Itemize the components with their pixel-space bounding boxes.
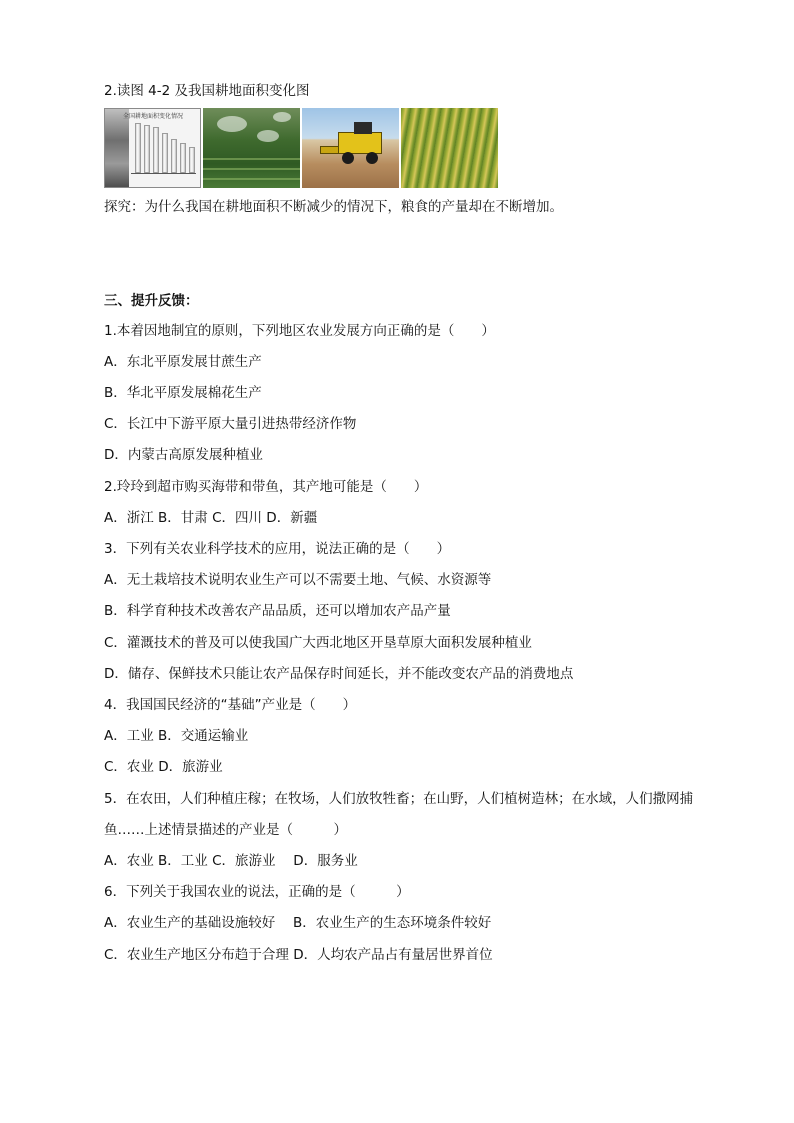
option-line: A．工业 B．交通运输业 — [104, 728, 249, 744]
rice-paddy-photo — [401, 108, 498, 188]
chart-image-title: 全国耕地面积变化情况 — [123, 113, 184, 120]
option-line: A．无土栽培技术说明农业生产可以不需要土地、气候、水资源等 — [104, 572, 492, 588]
combine-harvester-photo — [302, 108, 399, 188]
explore-question: 探究：为什么我国在耕地面积不断减少的情况下，粮食的产量却在不断增加。 — [104, 199, 563, 215]
reading-prompt: 2.读图 4-2 及我国耕地面积变化图 — [104, 83, 310, 99]
option-line: A．浙江 B．甘肃 C．四川 D．新疆 — [104, 510, 318, 526]
sprinkler-irrigation-photo — [203, 108, 300, 188]
option-line: C．农业生产地区分布趋于合理 D．人均农产品占有量居世界首位 — [104, 947, 493, 963]
option-line: B．华北平原发展棉花生产 — [104, 385, 262, 401]
option-line: C．农业 D．旅游业 — [104, 759, 223, 775]
option-line: D．储存、保鲜技术只能让农产品保存时间延长，并不能改变农产品的消费地点 — [104, 666, 574, 682]
image-strip — [104, 108, 500, 188]
question-5: 5．在农田，人们种植庄稼；在牧场，人们放牧牲畜；在山野，人们植树造林；在水域，人们撒网捕 — [104, 791, 694, 807]
question-3: 3．下列有关农业科学技术的应用，说法正确的是（ ） — [104, 541, 451, 557]
question-1: 1.本着因地制宜的原则，下列地区农业发展方向正确的是（ ） — [104, 323, 495, 339]
section-heading: 三、提升反馈： — [104, 293, 199, 309]
option-line: A．农业 B．工业 C．旅游业 D．服务业 — [104, 853, 358, 869]
option-line: A．东北平原发展甘蔗生产 — [104, 354, 262, 370]
farmland-area-chart-image — [104, 108, 201, 188]
question-4: 4．我国国民经济的“基础”产业是（ ） — [104, 697, 357, 713]
question-6: 6．下列关于我国农业的说法，正确的是（ ） — [104, 884, 410, 900]
option-line: A．农业生产的基础设施较好 B．农业生产的生态环境条件较好 — [104, 915, 492, 931]
question-5-continued: 鱼……上述情景描述的产业是（ ） — [104, 822, 347, 838]
option-line: C．灌溉技术的普及可以使我国广大西北地区开垦草原大面积发展种植业 — [104, 635, 532, 651]
option-line: B．科学育种技术改善农产品品质，还可以增加农产品产量 — [104, 603, 451, 619]
option-line: D．内蒙古高原发展种植业 — [104, 447, 263, 463]
question-2: 2.玲玲到超市购买海带和带鱼，其产地可能是（ ） — [104, 479, 428, 495]
option-line: C．长江中下游平原大量引进热带经济作物 — [104, 416, 357, 432]
